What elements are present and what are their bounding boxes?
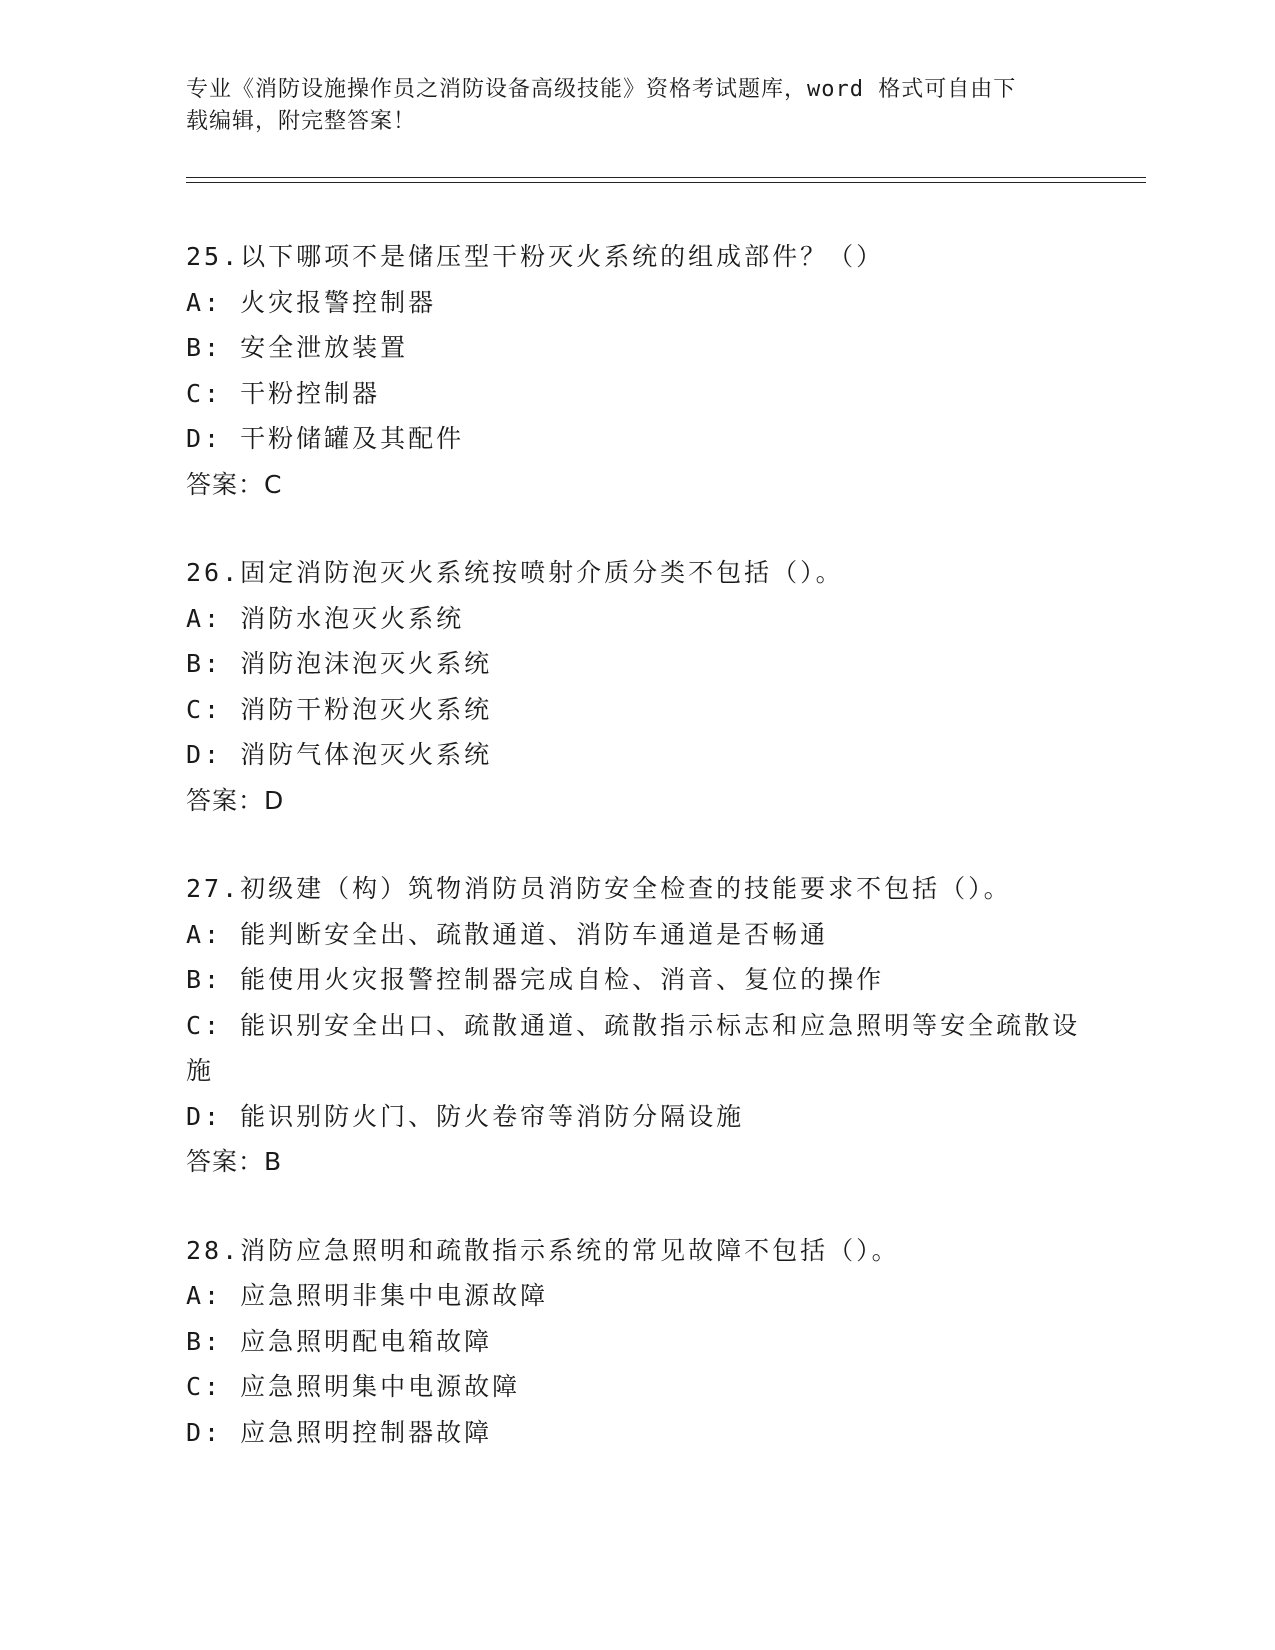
question-stem: 27.初级建（构）筑物消防员消防安全检查的技能要求不包括（）。 [186, 874, 1012, 903]
option-d: D: 干粉储罐及其配件 [186, 424, 465, 453]
option-c: C: 应急照明集中电源故障 [186, 1372, 521, 1401]
option-b: B: 消防泡沫泡灭火系统 [186, 649, 493, 678]
option-a: A: 应急照明非集中电源故障 [186, 1281, 549, 1310]
question-stem: 26.固定消防泡灭火系统按喷射介质分类不包括（）。 [186, 558, 844, 587]
document-header [186, 74, 1086, 138]
option-a: A: 能判断安全出、疏散通道、消防车通道是否畅通 [186, 919, 829, 949]
option-a: A: 消防水泡灭火系统 [186, 603, 465, 633]
header-line-1: 专业《消防设施操作员之消防设备高级技能》资格考试题库，word 格式可自由下 [186, 77, 1017, 102]
answer-text: 答案：B [186, 1147, 283, 1176]
option-a: A: 火灾报警控制器 [186, 287, 437, 317]
option-b: B: 安全泄放装置 [186, 333, 409, 362]
question-27 [186, 866, 1086, 1185]
option-d: D: 消防气体泡灭火系统 [186, 740, 493, 769]
option-b: B: 能使用火灾报警控制器完成自检、消音、复位的操作 [186, 965, 885, 994]
answer-text: 答案：D [186, 785, 285, 815]
option-d: D: 能识别防火门、防火卷帘等消防分隔设施 [186, 1101, 745, 1131]
header-line-2: 载编辑，附完整答案！ [186, 109, 417, 134]
option-c: C: 干粉控制器 [186, 378, 381, 408]
header-divider-bottom [186, 182, 1146, 183]
question-stem: 25.以下哪项不是储压型干粉灭火系统的组成部件？（） [186, 242, 885, 271]
question-list [186, 234, 1086, 1498]
answer-text: 答案：C [186, 469, 283, 499]
option-b: B: 应急照明配电箱故障 [186, 1326, 493, 1356]
header-divider-top [186, 177, 1146, 178]
option-c: C: 能识别安全出口、疏散通道、疏散指示标志和应急照明等安全疏散设施 [186, 1010, 1081, 1085]
question-26 [186, 550, 1086, 823]
question-25 [186, 234, 1086, 507]
option-c: C: 消防干粉泡灭火系统 [186, 694, 493, 724]
question-stem: 28.消防应急照明和疏散指示系统的常见故障不包括（）。 [186, 1235, 900, 1265]
question-28 [186, 1228, 1086, 1456]
option-d: D: 应急照明控制器故障 [186, 1417, 493, 1447]
